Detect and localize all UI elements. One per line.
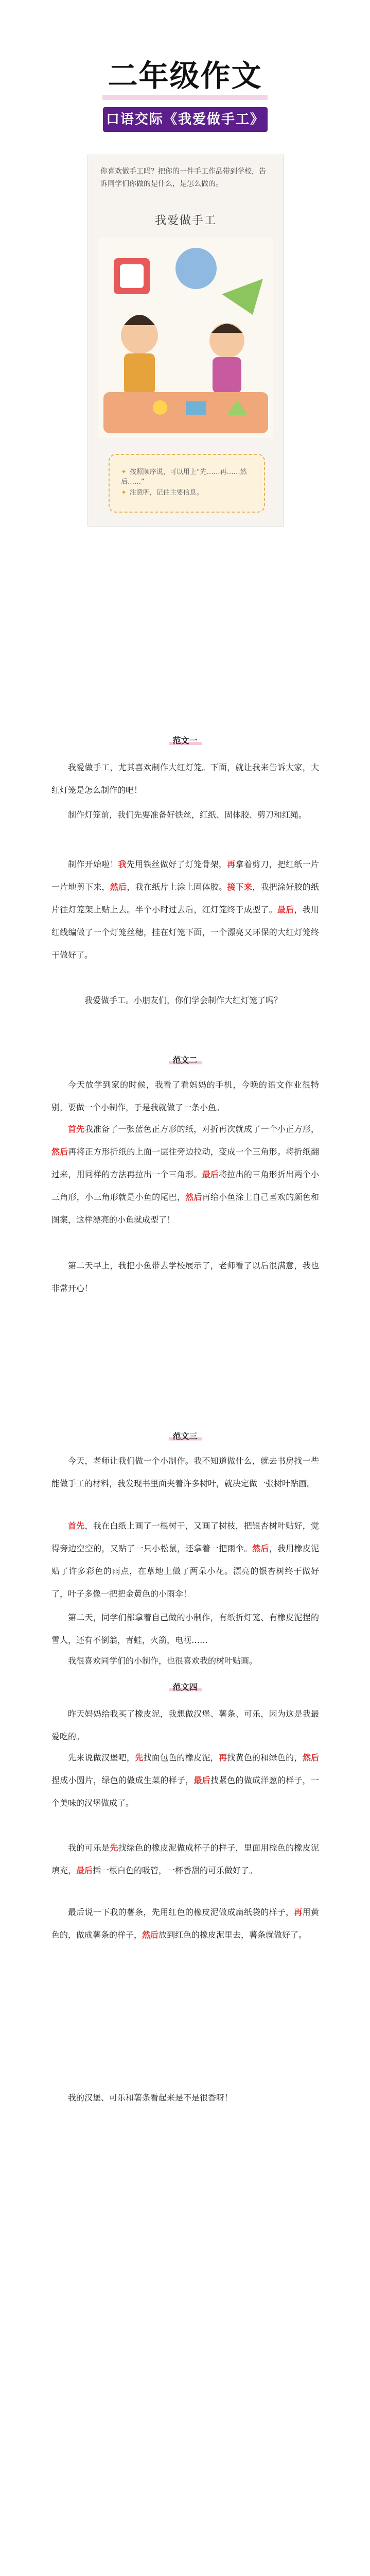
transition-word: 然后 xyxy=(51,1147,68,1157)
paragraph-text: ，我用红线编做了一个灯笼丝穗，挂在灯笼下面，一个漂亮又环保的大红灯笼终于做好了。 xyxy=(51,905,319,960)
paragraph-text: 找绿色的橡皮泥做成杯子的样子，里面用棕色的橡皮泥填充， xyxy=(51,1843,319,1875)
essay-paragraph xyxy=(51,756,319,802)
tip-box xyxy=(109,454,265,513)
tip-item: ✦ 注意听，记住主要信息。 xyxy=(121,489,203,497)
essay-paragraph xyxy=(51,804,319,826)
essay-paragraph xyxy=(51,1074,319,1119)
paragraph-text: 放到红色的橡皮泥里去，薯条就做好了。 xyxy=(158,1930,307,1940)
essay-paragraph xyxy=(51,1703,319,1748)
paragraph-text: 半个小时过去后，红灯笼终于成型了。 xyxy=(135,905,277,914)
card-heading: 我爱做手工 xyxy=(154,214,217,227)
transition-word: 再 xyxy=(218,1753,227,1762)
paragraph-text: 我爱做手工，尤其喜欢制作大红灯笼。下面，就让我来告诉大家，大红灯笼是怎么制作的吧！ xyxy=(51,762,319,795)
paragraph-text: 第二天早上，我把小鱼带去学校展示了，老师看了以后很满意，我也非常开心！ xyxy=(51,1261,319,1293)
article-banner: 口语交际《我爱做手工》范文 xyxy=(103,107,268,132)
transition-word: 然后 xyxy=(302,1753,319,1762)
paragraph-text: 制作开始啦！ xyxy=(68,859,118,869)
transition-word: 最后 xyxy=(202,1170,219,1179)
essay-paragraph xyxy=(51,1837,319,1882)
paragraph-text: 我爱做手工。小朋友们，你们学会制作大红灯笼了吗？ xyxy=(84,995,283,1005)
transition-word: 我 xyxy=(118,859,127,869)
paragraph-text: ，我在白纸上画了一根树干，又画了树枝，把银杏树叶贴好，觉得旁边空空的，又贴了一只小松鼠，还拿着一把雨伞。 xyxy=(51,1521,319,1553)
essay-title: 范文一 xyxy=(0,734,370,745)
transition-word: 先 xyxy=(110,1843,118,1853)
paragraph-text: 找面包色的橡皮泥， xyxy=(143,1753,219,1762)
essay-paragraph xyxy=(51,1255,319,1300)
essay-paragraph xyxy=(51,1515,319,1605)
essay-paragraph xyxy=(51,853,319,967)
paragraph-text: 再将正方形折纸的上面一层往旁边拉动，变成一个三角形。将折纸翻过来，用同样的方法再拉出一个三角形。 xyxy=(51,1147,319,1179)
paragraph-text: 今天，老师让我们做一个小制作。我不知道做什么，就去书房找一些能做手工的材料，我发现书里面夹着许多树叶，就决定做一张树叶贴画。 xyxy=(51,1456,319,1488)
card-intro: 你喜欢做手工吗？把你的一件手工作品带到学校，告诉同学们你做的是什么，是怎么做的。 xyxy=(100,167,266,188)
transition-word: 最后 xyxy=(193,1775,210,1785)
essay-paragraph xyxy=(51,1650,319,1672)
transition-word: 首先 xyxy=(68,1124,85,1134)
star-icon: ✦ xyxy=(121,489,127,497)
paragraph-text: 将拉出的三角形折出两个小三角形，小三角形就是小鱼的尾巴， xyxy=(51,1170,319,1202)
paragraph-text: 拿着剪刀，把红纸一片一片地剪下来， xyxy=(51,859,319,892)
paragraph-text: ，我用橡皮泥贴了许多彩色的雨点，在草地上做了两朵小花。漂亮的银杏树终于做好了，叶子多像一把把金黄色的小雨伞！ xyxy=(51,1544,319,1599)
paragraph-text: 最后说一下我的薯条，先用红色的橡皮泥做成扁纸袋的样子， xyxy=(68,1907,294,1917)
paragraph-text: 先用铁丝做好了灯笼骨架， xyxy=(126,859,227,869)
paragraph-text: 制作灯笼前，我们先要准备好铁丝，红纸、固体胶、剪刀和红绳。 xyxy=(68,810,307,820)
essay-paragraph xyxy=(51,1747,319,1815)
paragraph-text: 再给小鱼涂上自己喜欢的颜色和图案，这样漂亮的小鱼就成型了！ xyxy=(51,1192,319,1225)
children-crafting-illustration xyxy=(98,238,273,438)
textbook-card xyxy=(87,155,284,527)
transition-word: 然后 xyxy=(185,1192,202,1202)
transition-word: 然后 xyxy=(110,882,127,892)
paragraph-text: 我的汉堡、可乐和薯条看起来是不是很香呀！ xyxy=(68,2093,233,2103)
essay-title: 范文四 xyxy=(0,1681,370,1691)
paragraph-text: 捏成小圆片，绿色的做成生菜的样子， xyxy=(51,1775,194,1785)
essay-paragraph xyxy=(51,2087,319,2109)
grade-title: 二年级作文 xyxy=(0,52,370,100)
paragraph-text: 今天放学到家的时候，我看了看妈妈的手机，今晚的语文作业很特别，要做一个小制作，于是我就做了一条小鱼。 xyxy=(51,1080,319,1112)
transition-word: 然后 xyxy=(142,1930,159,1940)
paragraph-text: 插一根白色的吸管，一杯香甜的可乐做好了。 xyxy=(93,1866,258,1875)
paragraph-text: 我的可乐是 xyxy=(68,1843,110,1853)
transition-word: 最后 xyxy=(277,905,294,914)
paragraph-text: 昨天妈妈给我买了橡皮泥，我想做汉堡、薯条、可乐，因为这是我最爱吃的。 xyxy=(51,1709,319,1741)
essay-paragraph xyxy=(51,1606,319,1652)
essay-title: 范文二 xyxy=(0,1054,370,1064)
transition-word: 然后 xyxy=(252,1544,269,1553)
transition-word: 再 xyxy=(294,1907,303,1917)
transition-word: 再 xyxy=(227,859,236,869)
paragraph-text: ，我把涂好胶的纸片往灯笼架上贴上去。 xyxy=(51,882,319,914)
transition-word: 接下来 xyxy=(227,882,253,892)
paragraph-text: 我很喜欢同学们的小制作，也很喜欢我的树叶贴画。 xyxy=(68,1656,258,1666)
star-icon: ✦ xyxy=(121,468,127,476)
transition-word: 最后 xyxy=(76,1866,93,1875)
paragraph-text: 找紧色的做成洋葱的样子，一个美味的汉堡做成了。 xyxy=(51,1775,319,1808)
essay-paragraph xyxy=(51,1118,319,1231)
paragraph-text: 找黄色的和绿色的， xyxy=(227,1753,303,1762)
paragraph-text: 先来说做汉堡吧， xyxy=(68,1753,135,1762)
essay-paragraph xyxy=(51,989,319,1012)
tip-item: ✦ 按照顺序说，可以用上“先……再……然后……” xyxy=(121,468,247,486)
transition-word: 首先 xyxy=(68,1521,85,1531)
paragraph-text: 第二天，同学们都拿着自己做的小制作，有纸折灯笼、有橡皮泥捏的雪人，还有不倒翁，青蛙，火箭，电视…… xyxy=(51,1613,319,1645)
paragraph-text: 我准备了一张蓝色正方形的纸，对折再次就成了一个小正方形， xyxy=(84,1124,319,1134)
essay-paragraph xyxy=(51,1450,319,1495)
essay-title: 范文三 xyxy=(0,1430,370,1440)
transition-word: 先 xyxy=(135,1753,144,1762)
essay-paragraph xyxy=(51,1901,319,1946)
paragraph-text: 用黄色的，做成薯条的样子， xyxy=(51,1907,319,1940)
paragraph-text: ，我在纸片上涂上固体胶。 xyxy=(127,882,227,892)
